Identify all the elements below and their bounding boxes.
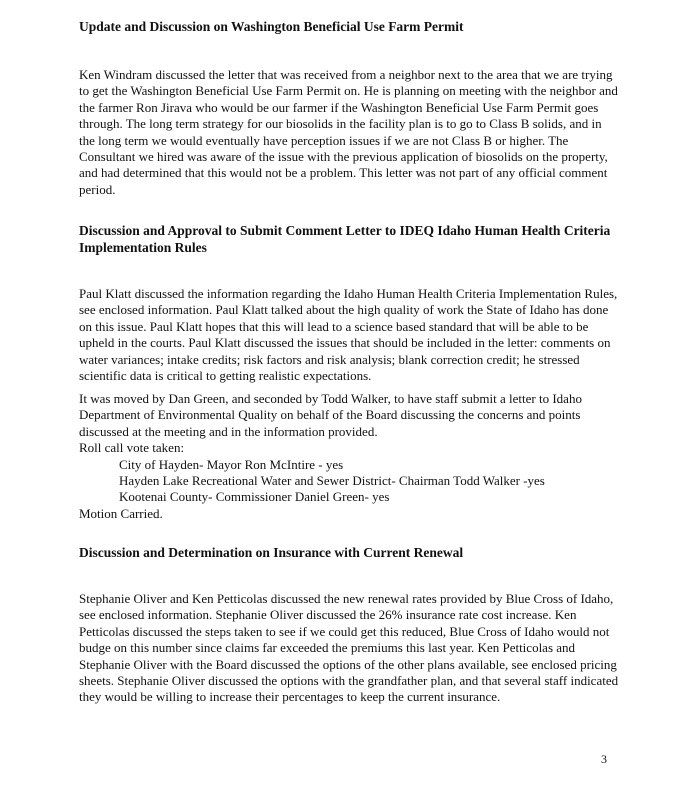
section-body-ideq-comment-letter — [79, 286, 619, 384]
vote-item: Hayden Lake Recreational Water and Sewer District- Chairman Todd Walker -yes — [119, 473, 545, 489]
section-body-insurance-renewal — [79, 591, 619, 706]
vote-item: Kootenai County- Commissioner Daniel Green- yes — [119, 489, 390, 505]
section-body-washington-permit — [79, 67, 619, 198]
page-number: 3 — [601, 752, 607, 766]
motion-result: Motion Carried. — [79, 505, 163, 521]
vote-item: City of Hayden- Mayor Ron McIntire - yes — [119, 456, 344, 472]
section-heading-insurance-renewal: Discussion and Determination on Insurance with Current Renewal — [79, 545, 464, 560]
paragraph: Ken Windram discussed the letter that was received from a neighbor next to the area that we are trying to get the Washington Beneficial Use Farm Permit on. He is planning on meeting with the neighbor and the farmer Ron Jirava who would be our farmer if the Washington Beneficial Use Farm Permit goes through. The long term strategy for our biosolids in the facility plan is to go to Class B solids, and in the long term we would eventually have perception issues if we are not Class B or higher. The Consultant we hired was aware of the issue with the previous application of biosolids on the property, and had determined that this would not be a problem. This letter was not part of any official comment period. — [79, 67, 618, 197]
roll-call-label: Roll call vote taken: — [79, 440, 185, 456]
motion-text: It was moved by Dan Green, and seconded by Todd Walker, to have staff submit a letter to Idaho Department of Environmental Quality on behalf of the Board discussing the concerns and points discussed at the meeting and in the information provided. — [79, 391, 582, 439]
section-heading-washington-permit: Update and Discussion on Washington Beneficial Use Farm Permit — [79, 19, 464, 34]
section-heading-ideq-comment-letter: Discussion and Approval to Submit Comment Letter to IDEQ Idaho Human Health Criteria Implementation Rules — [79, 223, 611, 255]
paragraph: Paul Klatt discussed the information regarding the Idaho Human Health Criteria Implementation Rules, see enclosed information. Paul Klatt talked about the high quality of work the State of Idaho has done on this issue. Paul Klatt hopes that this will lead to a science based standard that will be able to be upheld in the courts. Paul Klatt discussed the issues that should be included in the letter: comments on water variances; intake credits; risk factors and risk analysis; blank correction credit; he stressed scientific data is critical to getting realistic expectations. — [79, 286, 618, 384]
motion-block — [79, 391, 619, 522]
paragraph: Stephanie Oliver and Ken Petticolas discussed the new renewal rates provided by Blue Cross of Idaho, see enclosed information. Stephanie Oliver discussed the 26% insurance rate cost increase. Ken Petticolas discussed the steps taken to see if we could get this reduced, Blue Cross of Idaho would not budge on this number since claims far exceeded the premiums this last year. Ken Petticolas and Stephanie Oliver with the Board discussed the options of the other plans available, see enclosed pricing sheets. Stephanie Oliver discussed the options with the grandfather plan, and that several staff indicated they would be willing to increase their percentages to keep the current insurance. — [79, 591, 619, 705]
